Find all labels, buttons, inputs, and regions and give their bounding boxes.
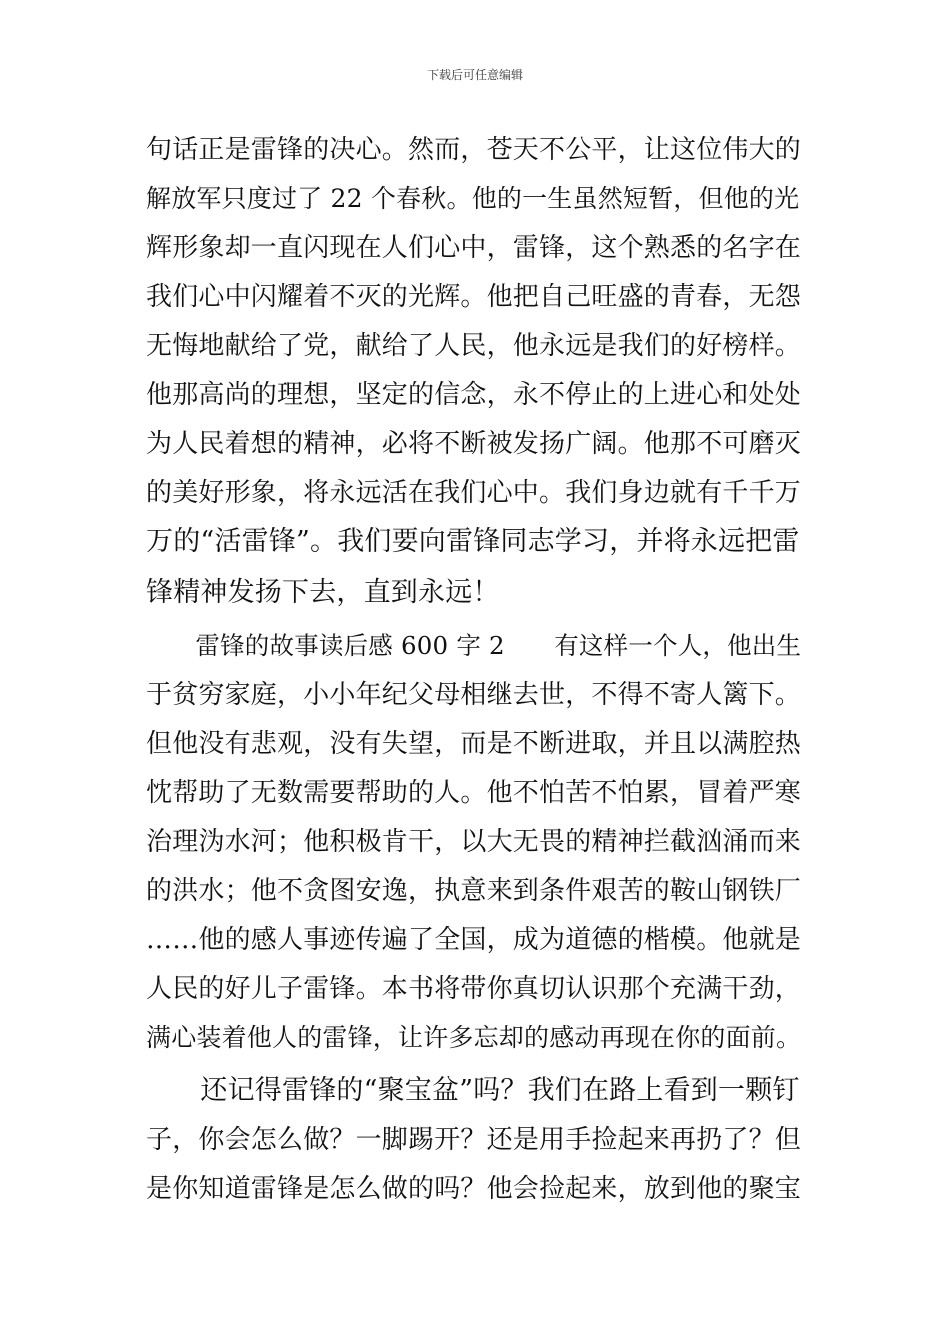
body-line: 但他没有悲观，没有失望，而是不断进取，并且以满腔热: [146, 729, 802, 759]
body-line: ……他的感人事迹传遍了全国，成为道德的楷模。他就是: [146, 925, 802, 955]
body-line: 辉形象却一直闪现在人们心中，雷锋，这个熟悉的名字在: [146, 233, 802, 263]
body-line: 他那高尚的理想，坚定的信念，永不停止的上进心和处处: [146, 380, 802, 410]
body-line: 子，你会怎么做？一脚踢开？还是用手捡起来再扔了？但: [146, 1125, 802, 1155]
body-line: 治理沩水河；他积极肯干，以大无畏的精神拦截汹涌而来: [146, 827, 802, 857]
body-line: 我们心中闪耀着不灭的光辉。他把自己旺盛的青春，无怨: [146, 282, 802, 312]
body-line: 的洪水；他不贪图安逸，执意来到条件艰苦的鞍山钢铁厂: [146, 876, 802, 906]
body-line: 人民的好儿子雷锋。本书将带你真切认识那个充满干劲，: [146, 974, 802, 1004]
body-line: 还记得雷锋的“聚宝盆”吗？我们在路上看到一颗钉: [146, 1075, 800, 1106]
body-line: 解放军只度过了 22 个春秋。他的一生虽然短暂，但他的光: [146, 184, 800, 213]
body-line: 是你知道雷锋是怎么做的吗？他会捡起来，放到他的聚宝: [146, 1174, 802, 1204]
body-line: 为人民着想的精神，必将不断被发扬广阔。他那不可磨灭: [146, 429, 802, 459]
page-header: 下载后可任意编辑: [426, 68, 523, 82]
body-line: 锋精神发扬下去，直到永远！: [146, 577, 500, 608]
body-line: 忱帮助了无数需要帮助的人。他不怕苦不怕累，冒着严寒: [146, 778, 802, 808]
body-line: 满心装着他人的雷锋，让许多忘却的感动再现在你的面前。: [146, 1023, 802, 1052]
body-line: 的美好形象，将永远活在我们心中。我们身边就有千千万: [146, 478, 802, 508]
body-line: 万的“活雷锋”。我们要向雷锋同志学习，并将永远把雷: [146, 526, 800, 557]
body-line: 句话正是雷锋的决心。然而，苍天不公平，让这位伟大的: [146, 135, 802, 165]
body-line: 于贫穷家庭，小小年纪父母相继去世，不得不寄人篱下。: [146, 680, 802, 710]
body-line: 雷锋的故事读后感 600 字 2 有这样一个人，他出生: [146, 631, 802, 660]
body-line: 无悔地献给了党，献给了人民，他永远是我们的好榜样。: [146, 331, 802, 361]
